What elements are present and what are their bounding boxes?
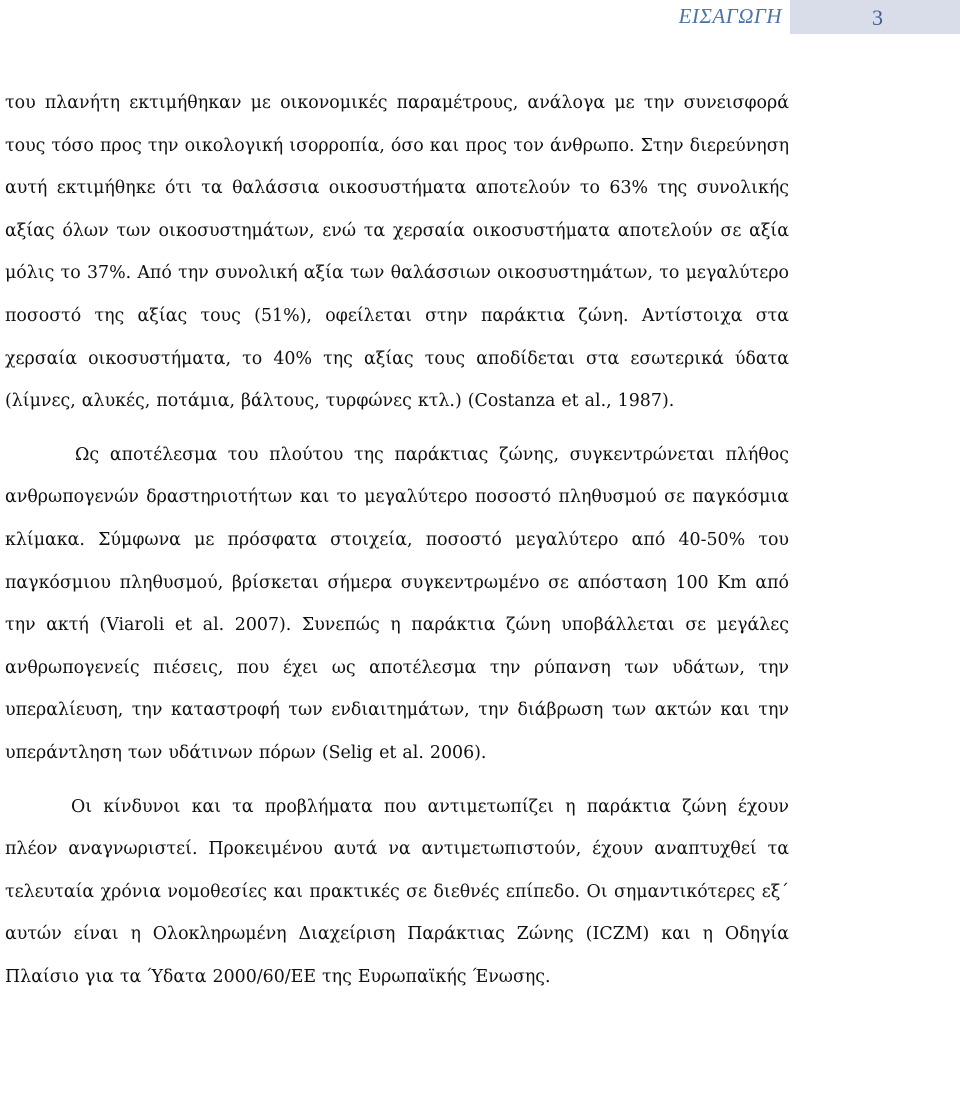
body-text — [5, 82, 789, 998]
section-title: ΕΙΣΑΓΩΓΗ — [678, 4, 782, 28]
page-number: 3 — [872, 5, 883, 30]
page-header — [640, 0, 960, 34]
paragraph-coastal-management: Οι κίνδυνοι και τα προβλήματα που αντιμετωπίζει η παράκτια ζώνη έχουν πλέον αναγνωριστεί. Προκειμένου αυτά να αντιμετωπιστούν, έχουν αναπτυχθεί τα τελευταία χρόνια νομοθεσίες και πρακτικές σε διεθνές επίπεδο. Οι σημαντικότερες εξ΄ αυτών είναι η Ολοκληρωμένη Διαχείριση Παράκτιας Ζώνης (ICZM) και η Οδηγία Πλαίσιο για τα Ύδατα 2000/60/ΕΕ της Ευρωπαϊκής Ένωσης. — [5, 796, 789, 987]
paragraph-ecosystem-value: του πλανήτη εκτιμήθηκαν με οικονομικές παραμέτρους, ανάλογα με την συνεισφορά τους τόσο προς την οικολογική ισορροπία, όσο και προς τον άνθρωπο. Στην διερεύνηση αυτή εκτιμήθηκε ότι τα θαλάσσια οικοσυστήματα αποτελούν το 63% της συνολικής αξίας όλων των οικοσυστημάτων, ενώ τα χερσαία οικοσυστήματα αποτελούν σε αξία μόλις το 37%. Από την συνολική αξία των θαλάσσιων οικοσυστημάτων, το μεγαλύτερο ποσοστό της αξίας τους (51%), οφείλεται στην παράκτια ζώνη. Αντίστοιχα στα χερσαία οικοσυστήματα, το 40% της αξίας τους αποδίδεται στα εσωτερικά ύδατα (λίμνες, αλυκές, ποτάμια, βάλτους, τυρφώνες κτλ.) (Costanza et al., 1987). — [5, 93, 789, 412]
paragraph-coastal-pressures: Ως αποτέλεσμα του πλούτου της παράκτιας ζώνης, συγκεντρώνεται πλήθος ανθρωπογενών δραστηριοτήτων και το μεγαλύτερο ποσοστό πληθυσμού σε παγκόσμια κλίμακα. Σύμφωνα με πρόσφατα στοιχεία, ποσοστό μεγαλύτερο από 40-50% του παγκόσμιου πληθυσμού, βρίσκεται σήμερα συγκεντρωμένο σε απόσταση 100 Km από την ακτή (Viaroli et al. 2007). Συνεπώς η παράκτια ζώνη υποβάλλεται σε μεγάλες ανθρωπογενείς πιέσεις, που έχει ως αποτέλεσμα την ρύπανση των υδάτων, την υπεραλίευση, την καταστροφή των ενδιαιτημάτων, την διάβρωση των ακτών και την υπεράντληση των υδάτινων πόρων (Selig et al. 2006). — [5, 444, 789, 763]
